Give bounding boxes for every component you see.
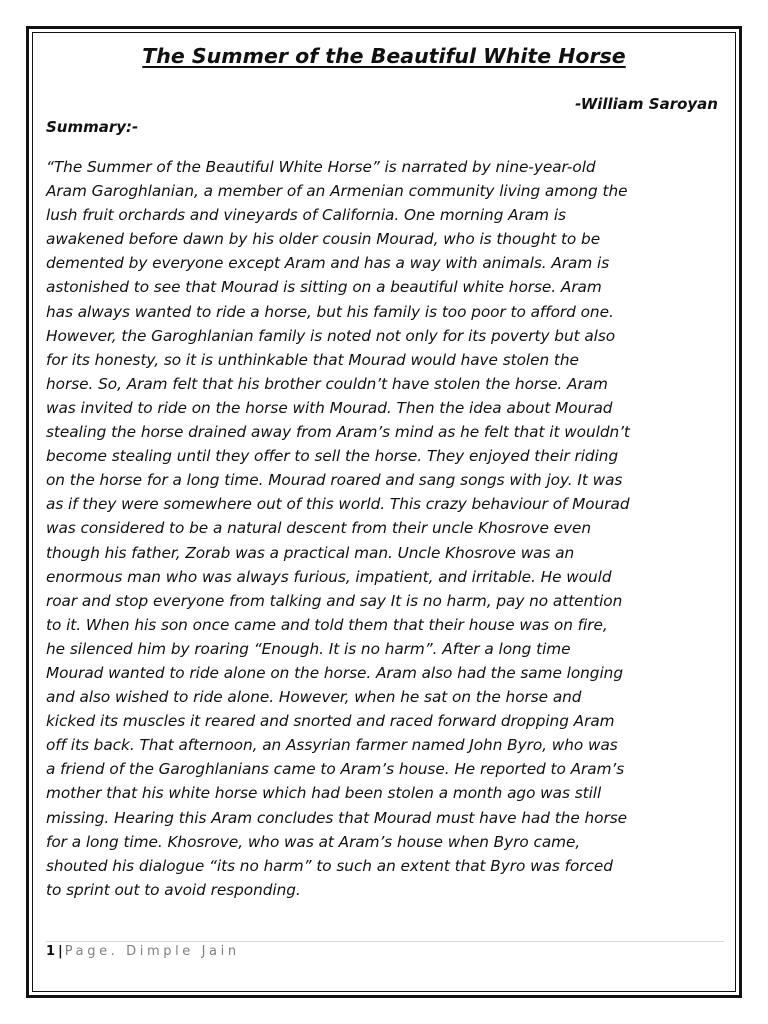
body-line: on the horse for a long time. Mourad roared and sang songs with joy. It was [46,471,623,490]
body-line: though his father, Zorab was a practical man. Uncle Khosrove was an [46,543,575,562]
footer-label: Page. Dimple Jain [64,944,240,959]
body-line: “The Summer of the Beautiful White Horse” is narrated by nine-year-old [46,158,596,176]
body-line: horse. So, Aram felt that his brother couldn’t have stolen the horse. Aram [46,374,608,393]
body-line: However, the Garoghlanian family is noted not only for its poverty but also [46,326,616,345]
body-line: he silenced him by roaring “Enough. It is no harm”. After a long time [46,639,571,658]
body-line: off its back. That afternoon, an Assyrian farmer named John Byro, who was [46,736,618,755]
body-line: was considered to be a natural descent from their uncle Khosrove even [46,519,592,538]
page-footer [46,944,240,959]
body-line: enormous man who was always furious, impatient, and irritable. He would [46,567,612,586]
body-line: was invited to ride on the horse with Mourad. Then the idea about Mourad [46,398,613,417]
summary-heading: Summary:- [46,118,139,136]
body-line: mother that his white horse which had been stolen a month ago was still [46,784,602,803]
body-line: as if they were somewhere out of this world. This crazy behaviour of Mourad [46,495,630,514]
body-line: Aram Garoghlanian, a member of an Armenian community living among the [46,182,628,201]
body-line: shouted his dialogue “its no harm” to such an extent that Byro was forced [46,856,613,875]
page-number: 1 [46,944,56,959]
body-line: astonished to see that Mourad is sitting on a beautiful white horse. Aram [46,278,602,297]
body-line: demented by everyone except Aram and has a way with animals. Aram is [46,254,610,273]
summary-body [46,155,726,902]
author-name: -William Saroyan [575,95,718,113]
footer-divider [46,941,724,942]
body-line: and also wished to ride alone. However, when he sat on the horse and [46,688,582,707]
body-line: for a long time. Khosrove, who was at Aram’s house when Byro came, [46,832,581,851]
body-line: become stealing until they offer to sell the horse. They enjoyed their riding [46,447,619,466]
body-line: lush fruit orchards and vineyards of California. One morning Aram is [46,206,566,225]
body-line: roar and stop everyone from talking and say It is no harm, pay no attention [46,591,623,610]
body-line: a friend of the Garoghlanians came to Aram’s house. He reported to Aram’s [46,760,625,779]
document-title: The Summer of the Beautiful White Horse [142,44,626,68]
body-line: Mourad wanted to ride alone on the horse. Aram also had the same longing [46,663,623,682]
body-line: to sprint out to avoid responding. [46,880,301,899]
footer-separator: | [58,944,63,959]
body-line: missing. Hearing this Aram concludes that Mourad must have had the horse [46,808,627,827]
body-line: to it. When his son once came and told them that their house was on fire, [46,615,608,634]
body-line: awakened before dawn by his older cousin Mourad, who is thought to be [46,230,601,249]
body-line: has always wanted to ride a horse, but his family is too poor to afford one. [46,302,614,321]
body-line: stealing the horse drained away from Aram’s mind as he felt that it wouldn’t [46,423,630,442]
body-line: for its honesty, so it is unthinkable that Mourad would have stolen the [46,350,579,369]
body-line: kicked its muscles it reared and snorted and raced forward dropping Aram [46,712,615,731]
